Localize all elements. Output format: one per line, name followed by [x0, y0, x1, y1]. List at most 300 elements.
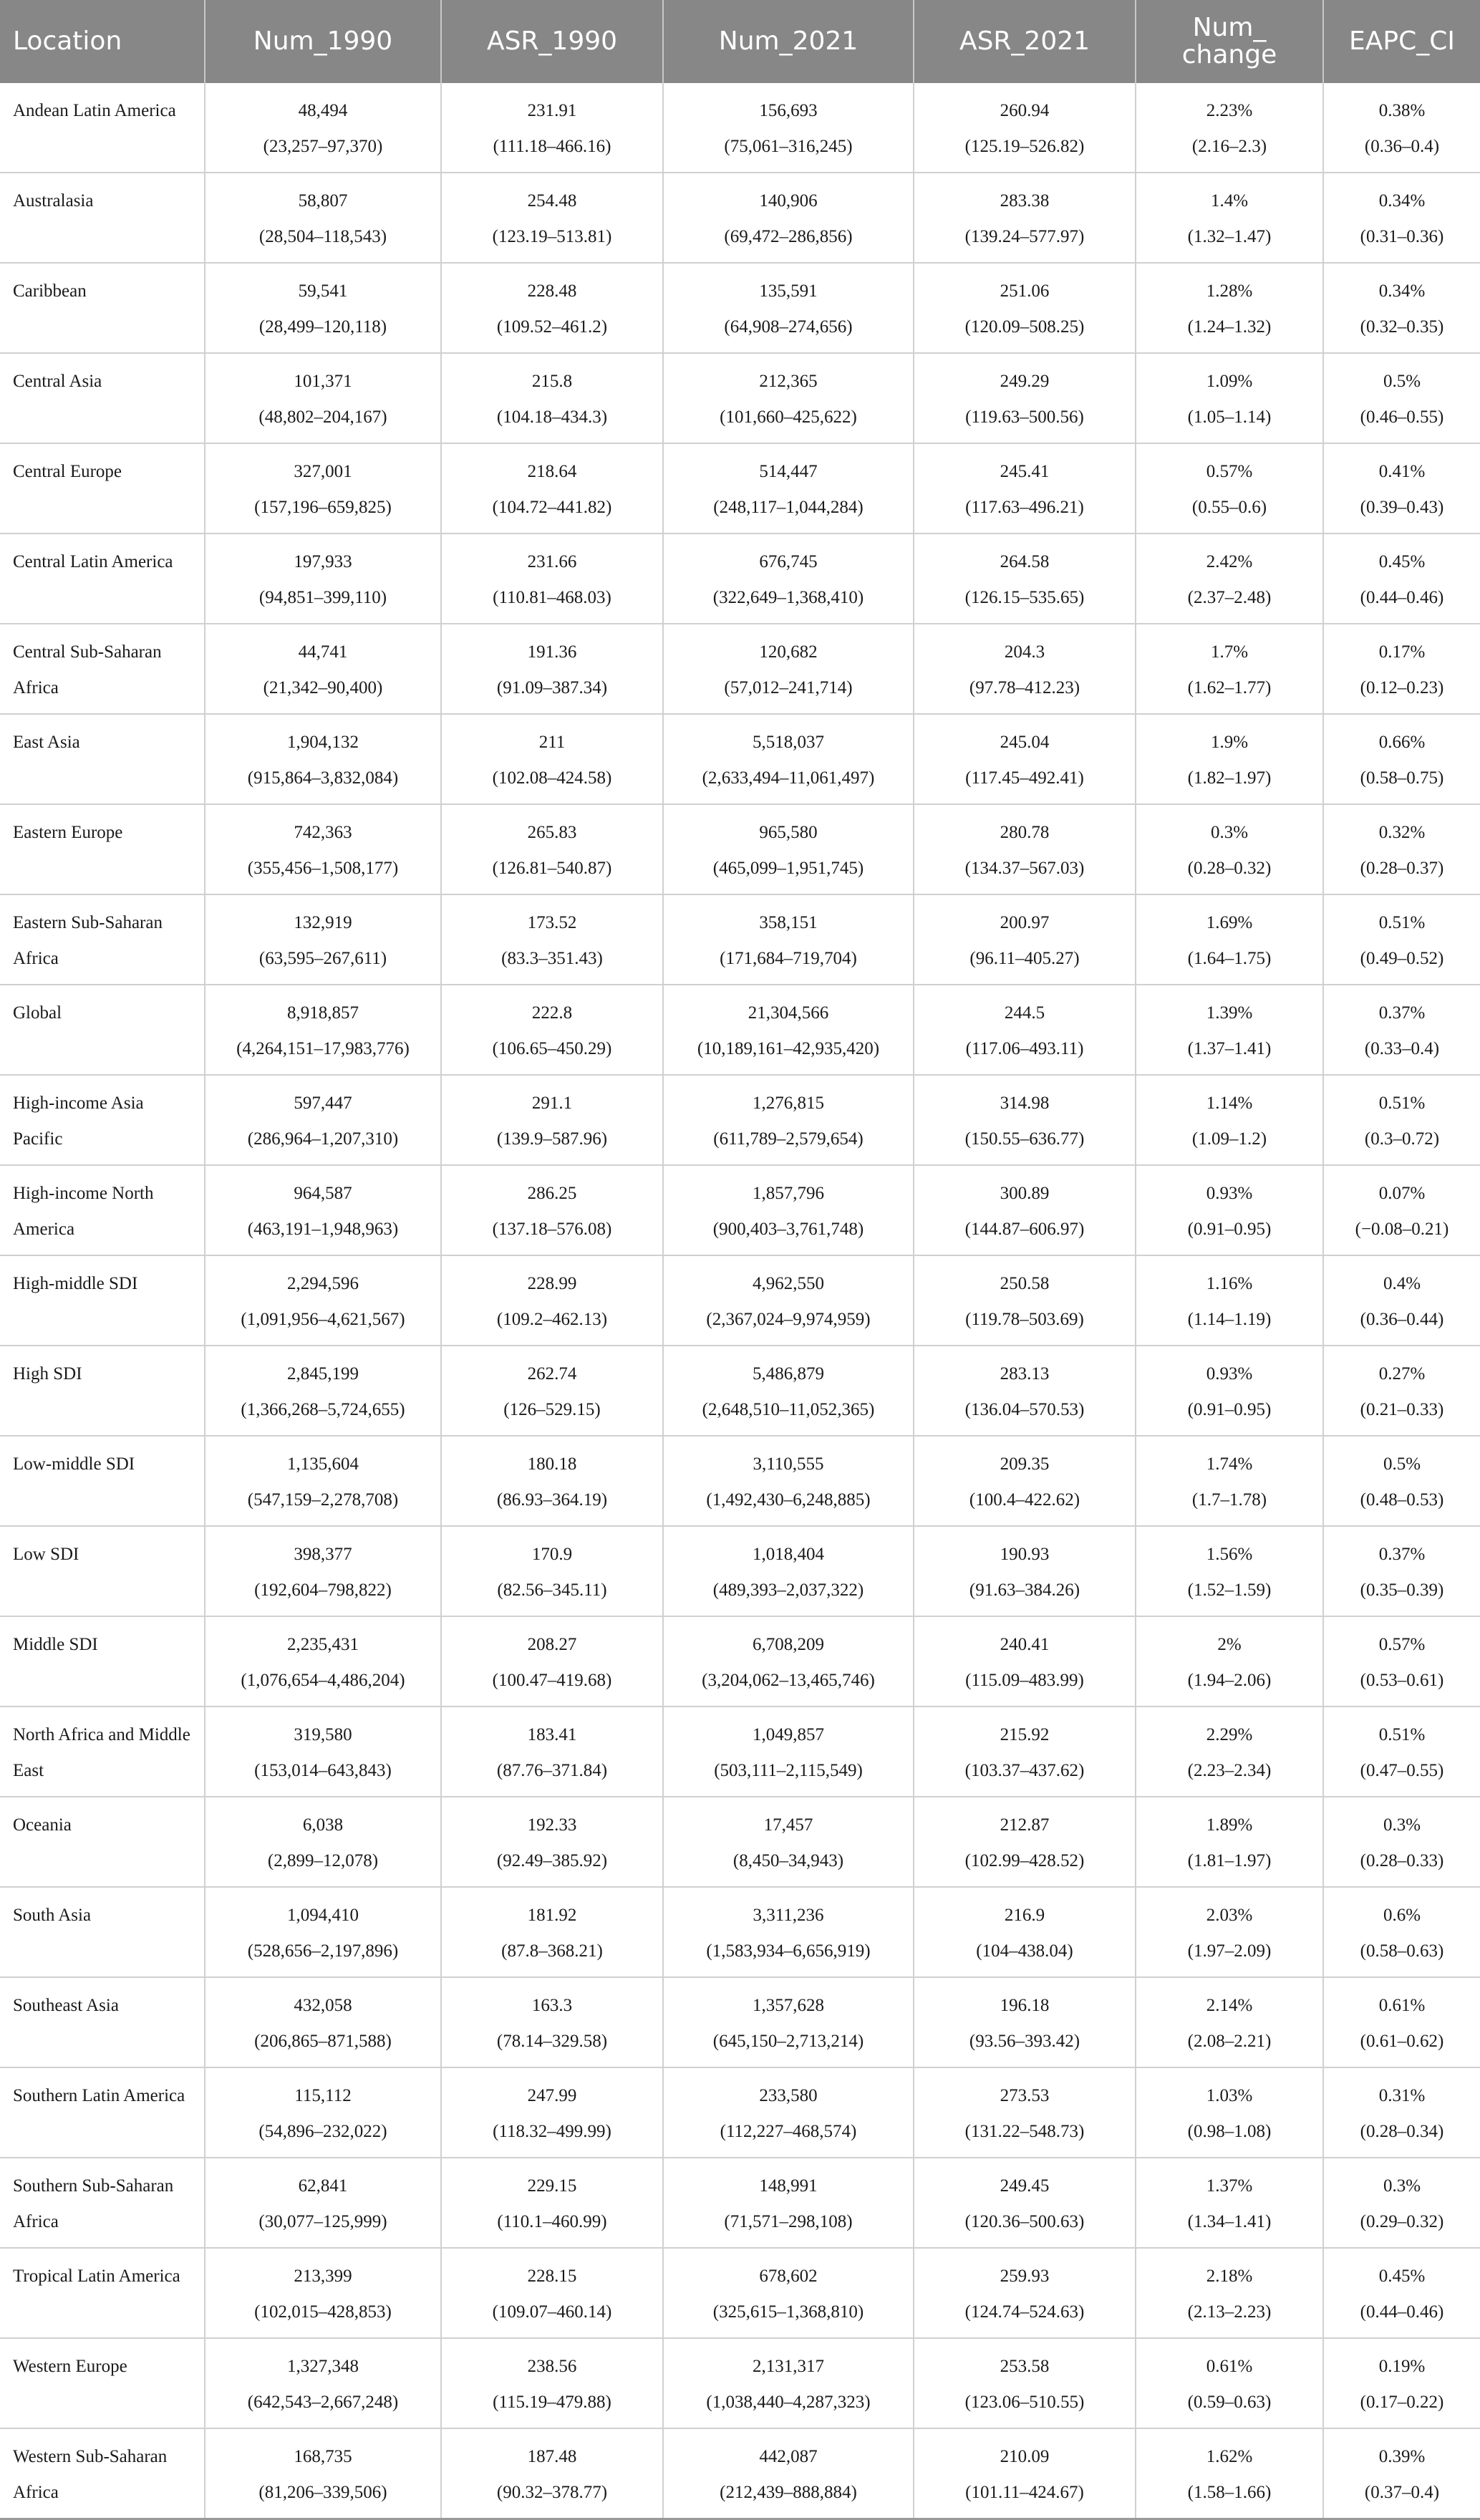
- cell-value: 200.97: [1000, 913, 1050, 932]
- cell-asr-1990: [441, 1706, 663, 1797]
- cell-num-change: [1136, 2067, 1323, 2158]
- cell-asr-2021: [914, 1165, 1136, 1255]
- table-row: [0, 1706, 1480, 1797]
- cell-num-2021: [663, 1075, 914, 1165]
- cell-asr-1990: [441, 1797, 663, 1887]
- cell-location: High SDI: [0, 1346, 205, 1436]
- cell-value: 1.9%: [1210, 733, 1249, 752]
- cell-num-2021: [663, 1706, 914, 1797]
- cell-num-change: [1136, 2158, 1323, 2248]
- cell-confidence-interval: (104.18–434.3): [496, 407, 608, 427]
- cell-value: 1,049,857: [753, 1725, 824, 1744]
- cell-confidence-interval: (91.63–384.26): [969, 1580, 1080, 1600]
- cell-value: 191.36: [527, 642, 577, 662]
- cell-value: 215.8: [531, 372, 573, 391]
- cell-asr-2021: [914, 1797, 1136, 1887]
- cell-num-1990: [205, 1616, 441, 1706]
- cell-value: 17,457: [763, 1815, 813, 1835]
- table-row: [0, 624, 1480, 714]
- cell-value: 228.99: [527, 1274, 577, 1293]
- cell-eapc-ci: [1323, 624, 1480, 714]
- cell-location: High-income Asia Pacific: [0, 1075, 205, 1165]
- cell-value: 259.93: [1000, 2266, 1050, 2286]
- cell-confidence-interval: (48,802–204,167): [258, 407, 387, 427]
- cell-eapc-ci: [1323, 443, 1480, 534]
- cell-confidence-interval: (150.55–636.77): [964, 1129, 1085, 1149]
- cell-num-2021: [663, 2158, 914, 2248]
- cell-num-2021: [663, 83, 914, 173]
- cell-value: 2%: [1217, 1635, 1242, 1654]
- cell-num-1990: [205, 263, 441, 353]
- cell-num-change: [1136, 1616, 1323, 1706]
- cell-eapc-ci: [1323, 1436, 1480, 1526]
- table-row: [0, 173, 1480, 263]
- cell-value: 132,919: [294, 913, 352, 932]
- cell-asr-1990: [441, 1977, 663, 2067]
- cell-value: 213,399: [294, 2266, 352, 2286]
- cell-value: 280.78: [1000, 823, 1050, 842]
- cell-confidence-interval: (4,264,151–17,983,776): [236, 1039, 410, 1058]
- cell-value: 2,845,199: [287, 1364, 359, 1384]
- cell-num-1990: [205, 83, 441, 173]
- cell-value: 0.45%: [1378, 552, 1426, 571]
- cell-confidence-interval: (83.3–351.43): [501, 949, 603, 968]
- cell-confidence-interval: (91.09–387.34): [496, 678, 608, 697]
- cell-location: Global: [0, 985, 205, 1075]
- cell-eapc-ci: [1323, 173, 1480, 263]
- cell-value: 964,587: [294, 1184, 352, 1203]
- cell-value: 265.83: [527, 823, 577, 842]
- cell-eapc-ci: [1323, 1797, 1480, 1887]
- table-body: [0, 83, 1480, 2519]
- cell-value: 0.5%: [1383, 1454, 1421, 1474]
- cell-value: 0.93%: [1206, 1184, 1253, 1203]
- cell-num-change: [1136, 534, 1323, 624]
- cell-value: 260.94: [1000, 101, 1050, 120]
- header-location: Location: [0, 0, 205, 83]
- cell-confidence-interval: (0.12–0.23): [1360, 678, 1444, 697]
- cell-confidence-interval: (1.34–1.41): [1187, 2212, 1272, 2231]
- cell-value: 101,371: [294, 372, 352, 391]
- table-row: [0, 2158, 1480, 2248]
- cell-value: 3,311,236: [753, 1906, 824, 1925]
- cell-asr-1990: [441, 1887, 663, 1977]
- cell-value: 0.3%: [1210, 823, 1249, 842]
- cell-confidence-interval: (0.3–0.72): [1364, 1129, 1440, 1149]
- cell-confidence-interval: (1.94–2.06): [1187, 1671, 1272, 1690]
- cell-asr-2021: [914, 443, 1136, 534]
- cell-confidence-interval: (126.81–540.87): [492, 859, 612, 878]
- cell-confidence-interval: (1.64–1.75): [1187, 949, 1272, 968]
- cell-value: 254.48: [527, 191, 577, 211]
- cell-value: 238.56: [527, 2357, 577, 2376]
- cell-confidence-interval: (100.4–422.62): [969, 1490, 1080, 1510]
- cell-confidence-interval: (63,595–267,611): [258, 949, 387, 968]
- cell-num-2021: [663, 985, 914, 1075]
- cell-asr-2021: [914, 1526, 1136, 1616]
- cell-eapc-ci: [1323, 985, 1480, 1075]
- header-row: [0, 0, 1480, 83]
- cell-confidence-interval: (1,366,268–5,724,655): [241, 1400, 405, 1419]
- cell-num-2021: [663, 804, 914, 894]
- cell-value: 0.07%: [1378, 1184, 1426, 1203]
- cell-num-change: [1136, 1526, 1323, 1616]
- table-row: [0, 353, 1480, 443]
- cell-confidence-interval: (0.47–0.55): [1360, 1761, 1444, 1780]
- cell-confidence-interval: (126.15–535.65): [964, 588, 1085, 607]
- cell-value: 0.41%: [1378, 462, 1426, 481]
- cell-confidence-interval: (131.22–548.73): [964, 2122, 1085, 2141]
- cell-confidence-interval: (125.19–526.82): [964, 137, 1085, 156]
- cell-confidence-interval: (23,257–97,370): [263, 137, 383, 156]
- cell-num-1990: [205, 1075, 441, 1165]
- cell-location: Southeast Asia: [0, 1977, 205, 2067]
- cell-value: 62,841: [298, 2176, 348, 2196]
- cell-value: 1.7%: [1210, 642, 1249, 662]
- cell-value: 247.99: [527, 2086, 577, 2105]
- table-row: [0, 2428, 1480, 2519]
- cell-asr-2021: [914, 1075, 1136, 1165]
- cell-value: 327,001: [294, 462, 352, 481]
- cell-confidence-interval: (206,865–871,588): [254, 2032, 392, 2051]
- cell-location: High-income North America: [0, 1165, 205, 1255]
- cell-value: 5,518,037: [753, 733, 824, 752]
- cell-value: 1,135,604: [287, 1454, 359, 1474]
- cell-confidence-interval: (153,014–643,843): [254, 1761, 392, 1780]
- cell-confidence-interval: (1.24–1.32): [1187, 317, 1272, 337]
- cell-value: 3,110,555: [753, 1454, 824, 1474]
- cell-confidence-interval: (30,077–125,999): [258, 2212, 387, 2231]
- cell-num-2021: [663, 894, 914, 985]
- cell-asr-1990: [441, 534, 663, 624]
- cell-location: High-middle SDI: [0, 1255, 205, 1346]
- cell-value: 222.8: [531, 1003, 573, 1023]
- table-row: [0, 263, 1480, 353]
- cell-location: Eastern Europe: [0, 804, 205, 894]
- cell-eapc-ci: [1323, 1977, 1480, 2067]
- cell-asr-1990: [441, 353, 663, 443]
- cell-value: 1,904,132: [287, 733, 359, 752]
- cell-confidence-interval: (0.44–0.46): [1360, 2302, 1444, 2322]
- cell-value: 1.89%: [1206, 1815, 1253, 1835]
- cell-value: 1.37%: [1206, 2176, 1253, 2196]
- cell-value: 250.58: [1000, 1274, 1050, 1293]
- cell-confidence-interval: (900,403–3,761,748): [712, 1220, 864, 1239]
- cell-asr-1990: [441, 2338, 663, 2428]
- cell-confidence-interval: (547,159–2,278,708): [247, 1490, 399, 1510]
- cell-num-change: [1136, 83, 1323, 173]
- table-row: [0, 1346, 1480, 1436]
- cell-eapc-ci: [1323, 2428, 1480, 2519]
- table-row: [0, 894, 1480, 985]
- cell-value: 251.06: [1000, 281, 1050, 301]
- cell-value: 204.3: [1004, 642, 1045, 662]
- cell-value: 676,745: [759, 552, 818, 571]
- cell-num-2021: [663, 2338, 914, 2428]
- cell-num-change: [1136, 2248, 1323, 2338]
- cell-num-change: [1136, 714, 1323, 804]
- cell-confidence-interval: (112,227–468,574): [720, 2122, 857, 2141]
- cell-num-1990: [205, 1255, 441, 1346]
- cell-asr-1990: [441, 1616, 663, 1706]
- cell-value: 215.92: [1000, 1725, 1050, 1744]
- cell-location: Southern Sub-Saharan Africa: [0, 2158, 205, 2248]
- cell-value: 0.51%: [1378, 913, 1426, 932]
- cell-num-2021: [663, 1255, 914, 1346]
- cell-value: 249.29: [1000, 372, 1050, 391]
- cell-confidence-interval: (103.37–437.62): [964, 1761, 1085, 1780]
- cell-num-2021: [663, 1526, 914, 1616]
- cell-eapc-ci: [1323, 2338, 1480, 2428]
- cell-value: 168,735: [294, 2447, 352, 2466]
- cell-eapc-ci: [1323, 1346, 1480, 1436]
- cell-num-1990: [205, 1165, 441, 1255]
- cell-confidence-interval: (0.33–0.4): [1364, 1039, 1440, 1058]
- cell-confidence-interval: (86.93–364.19): [496, 1490, 608, 1510]
- cell-asr-2021: [914, 353, 1136, 443]
- cell-confidence-interval: (111.18–466.16): [493, 137, 611, 156]
- table-row: [0, 1887, 1480, 1977]
- cell-asr-1990: [441, 1075, 663, 1165]
- cell-confidence-interval: (0.35–0.39): [1360, 1580, 1444, 1600]
- cell-value: 0.61%: [1378, 1996, 1426, 2015]
- cell-value: 1.09%: [1206, 372, 1253, 391]
- cell-asr-1990: [441, 624, 663, 714]
- cell-confidence-interval: (1.09–1.2): [1191, 1129, 1267, 1149]
- cell-confidence-interval: (102.08–424.58): [492, 768, 612, 788]
- cell-confidence-interval: (2,899–12,078): [267, 1851, 379, 1870]
- cell-confidence-interval: (2,648,510–11,052,365): [702, 1400, 875, 1419]
- cell-confidence-interval: (104.72–441.82): [492, 498, 612, 517]
- cell-confidence-interval: (1,091,956–4,621,567): [241, 1310, 405, 1329]
- cell-value: 291.1: [531, 1094, 573, 1113]
- table-row: [0, 1165, 1480, 1255]
- cell-confidence-interval: (171,684–719,704): [720, 949, 857, 968]
- cell-num-1990: [205, 1887, 441, 1977]
- cell-confidence-interval: (1.37–1.41): [1187, 1039, 1272, 1058]
- cell-location: Middle SDI: [0, 1616, 205, 1706]
- cell-value: 170.9: [531, 1545, 573, 1564]
- cell-asr-1990: [441, 1165, 663, 1255]
- cell-confidence-interval: (78.14–329.58): [496, 2032, 608, 2051]
- cell-confidence-interval: (82.56–345.11): [497, 1580, 607, 1600]
- cell-confidence-interval: (137.18–576.08): [492, 1220, 612, 1239]
- cell-asr-2021: [914, 1436, 1136, 1526]
- cell-num-1990: [205, 804, 441, 894]
- cell-confidence-interval: (139.9–587.96): [496, 1129, 608, 1149]
- cell-value: 2.14%: [1206, 1996, 1253, 2015]
- cell-num-change: [1136, 624, 1323, 714]
- cell-value: 0.31%: [1378, 2086, 1426, 2105]
- cell-value: 2.29%: [1206, 1725, 1253, 1744]
- cell-value: 240.41: [1000, 1635, 1050, 1654]
- cell-confidence-interval: (0.36–0.44): [1360, 1310, 1444, 1329]
- cell-confidence-interval: (28,504–118,543): [258, 227, 387, 246]
- cell-num-change: [1136, 1706, 1323, 1797]
- cell-confidence-interval: (0.49–0.52): [1360, 949, 1444, 968]
- cell-location: Central Latin America: [0, 534, 205, 624]
- cell-confidence-interval: (1.32–1.47): [1187, 227, 1272, 246]
- cell-value: 8,918,857: [287, 1003, 359, 1023]
- cell-num-2021: [663, 1887, 914, 1977]
- cell-asr-1990: [441, 263, 663, 353]
- cell-asr-2021: [914, 714, 1136, 804]
- cell-confidence-interval: (645,150–2,713,214): [712, 2032, 864, 2051]
- cell-confidence-interval: (119.63–500.56): [965, 407, 1084, 427]
- cell-confidence-interval: (93.56–393.42): [969, 2032, 1080, 2051]
- cell-value: 1.56%: [1206, 1545, 1253, 1564]
- cell-confidence-interval: (69,472–286,856): [724, 227, 853, 246]
- cell-eapc-ci: [1323, 1075, 1480, 1165]
- cell-value: 192.33: [527, 1815, 577, 1835]
- cell-value: 358,151: [759, 913, 818, 932]
- cell-num-change: [1136, 1075, 1323, 1165]
- cell-confidence-interval: (87.76–371.84): [496, 1761, 608, 1780]
- cell-value: 300.89: [1000, 1184, 1050, 1203]
- cell-confidence-interval: (1,038,440–4,287,323): [706, 2393, 871, 2412]
- cell-value: 156,693: [759, 101, 818, 120]
- cell-asr-2021: [914, 2428, 1136, 2519]
- cell-asr-1990: [441, 985, 663, 1075]
- cell-confidence-interval: (115.09–483.99): [965, 1671, 1084, 1690]
- cell-confidence-interval: (120.36–500.63): [964, 2212, 1085, 2231]
- cell-value: 0.34%: [1378, 281, 1426, 301]
- table-row: [0, 804, 1480, 894]
- cell-eapc-ci: [1323, 83, 1480, 173]
- cell-value: 283.38: [1000, 191, 1050, 211]
- cell-value: 0.19%: [1378, 2357, 1426, 2376]
- table-row: [0, 1977, 1480, 2067]
- cell-num-2021: [663, 2428, 914, 2519]
- cell-confidence-interval: (90.32–378.77): [496, 2483, 608, 2502]
- cell-value: 283.13: [1000, 1364, 1050, 1384]
- cell-eapc-ci: [1323, 714, 1480, 804]
- cell-value: 6,038: [302, 1815, 344, 1835]
- cell-value: 0.4%: [1383, 1274, 1421, 1293]
- cell-value: 190.93: [1000, 1545, 1050, 1564]
- cell-location: North Africa and Middle East: [0, 1706, 205, 1797]
- cell-value: 210.09: [1000, 2447, 1050, 2466]
- cell-confidence-interval: (0.37–0.4): [1364, 2483, 1440, 2502]
- cell-value: 196.18: [1000, 1996, 1050, 2015]
- cell-value: 209.35: [1000, 1454, 1050, 1474]
- cell-value: 965,580: [759, 823, 818, 842]
- cell-asr-2021: [914, 624, 1136, 714]
- cell-value: 1.39%: [1206, 1003, 1253, 1023]
- cell-value: 597,447: [294, 1094, 352, 1113]
- cell-confidence-interval: (54,896–232,022): [258, 2122, 387, 2141]
- cell-confidence-interval: (96.11–405.27): [969, 949, 1080, 968]
- cell-confidence-interval: (106.65–450.29): [492, 1039, 612, 1058]
- cell-value: 0.3%: [1383, 2176, 1421, 2196]
- cell-asr-2021: [914, 263, 1136, 353]
- cell-asr-2021: [914, 2067, 1136, 2158]
- cell-confidence-interval: (123.19–513.81): [492, 227, 612, 246]
- cell-confidence-interval: (102,015–428,853): [254, 2302, 392, 2322]
- cell-eapc-ci: [1323, 2248, 1480, 2338]
- cell-value: 1,357,628: [753, 1996, 824, 2015]
- cell-asr-2021: [914, 534, 1136, 624]
- cell-confidence-interval: (0.53–0.61): [1360, 1671, 1444, 1690]
- cell-num-1990: [205, 2158, 441, 2248]
- cell-location: Australasia: [0, 173, 205, 263]
- cell-confidence-interval: (117.45–492.41): [965, 768, 1084, 788]
- cell-value: 233,580: [759, 2086, 818, 2105]
- cell-confidence-interval: (118.32–499.99): [493, 2122, 611, 2141]
- cell-confidence-interval: (87.8–368.21): [501, 1941, 603, 1961]
- cell-confidence-interval: (2,367,024–9,974,959): [706, 1310, 871, 1329]
- cell-eapc-ci: [1323, 1887, 1480, 1977]
- cell-value: 229.15: [527, 2176, 577, 2196]
- cell-num-change: [1136, 443, 1323, 534]
- cell-confidence-interval: (2.08–2.21): [1187, 2032, 1272, 2051]
- cell-num-2021: [663, 173, 914, 263]
- cell-confidence-interval: (286,964–1,207,310): [247, 1129, 399, 1149]
- cell-confidence-interval: (109.07–460.14): [492, 2302, 612, 2322]
- cell-confidence-interval: (2.23–2.34): [1187, 1761, 1272, 1780]
- cell-asr-1990: [441, 2158, 663, 2248]
- cell-value: 0.61%: [1206, 2357, 1253, 2376]
- table-row: [0, 1075, 1480, 1165]
- cell-eapc-ci: [1323, 263, 1480, 353]
- cell-asr-2021: [914, 1616, 1136, 1706]
- cell-confidence-interval: (81,206–339,506): [258, 2483, 387, 2502]
- cell-location: Central Asia: [0, 353, 205, 443]
- cell-asr-1990: [441, 1436, 663, 1526]
- cell-location: Central Europe: [0, 443, 205, 534]
- cell-value: 6,708,209: [753, 1635, 824, 1654]
- cell-value: 0.32%: [1378, 823, 1426, 842]
- cell-eapc-ci: [1323, 804, 1480, 894]
- cell-num-1990: [205, 624, 441, 714]
- cell-value: 0.5%: [1383, 372, 1421, 391]
- cell-confidence-interval: (1.62–1.77): [1187, 678, 1272, 697]
- cell-eapc-ci: [1323, 2158, 1480, 2248]
- cell-confidence-interval: (144.87–606.97): [964, 1220, 1085, 1239]
- cell-asr-2021: [914, 83, 1136, 173]
- cell-value: 0.57%: [1206, 462, 1253, 481]
- cell-location: South Asia: [0, 1887, 205, 1977]
- cell-confidence-interval: (157,196–659,825): [254, 498, 392, 517]
- table-row: [0, 1616, 1480, 1706]
- cell-confidence-interval: (2.16–2.3): [1191, 137, 1267, 156]
- cell-confidence-interval: (0.46–0.55): [1360, 407, 1444, 427]
- cell-confidence-interval: (0.31–0.36): [1360, 227, 1444, 246]
- cell-asr-1990: [441, 894, 663, 985]
- cell-eapc-ci: [1323, 353, 1480, 443]
- cell-asr-2021: [914, 1346, 1136, 1436]
- cell-value: 231.66: [527, 552, 577, 571]
- cell-asr-1990: [441, 173, 663, 263]
- cell-num-1990: [205, 894, 441, 985]
- cell-value: 0.38%: [1378, 101, 1426, 120]
- cell-num-2021: [663, 624, 914, 714]
- cell-num-1990: [205, 985, 441, 1075]
- cell-asr-2021: [914, 1887, 1136, 1977]
- cell-confidence-interval: (1.05–1.14): [1187, 407, 1272, 427]
- cell-confidence-interval: (124.74–524.63): [964, 2302, 1085, 2322]
- cell-value: 253.58: [1000, 2357, 1050, 2376]
- cell-confidence-interval: (134.37–567.03): [964, 859, 1085, 878]
- cell-value: 0.51%: [1378, 1094, 1426, 1113]
- cell-confidence-interval: (1.97–2.09): [1187, 1941, 1272, 1961]
- cell-confidence-interval: (3,204,062–13,465,746): [702, 1671, 875, 1690]
- cell-num-1990: [205, 1436, 441, 1526]
- cell-value: 2.23%: [1206, 101, 1253, 120]
- cell-confidence-interval: (28,499–120,118): [258, 317, 387, 337]
- cell-value: 1.69%: [1206, 913, 1253, 932]
- cell-num-change: [1136, 2338, 1323, 2428]
